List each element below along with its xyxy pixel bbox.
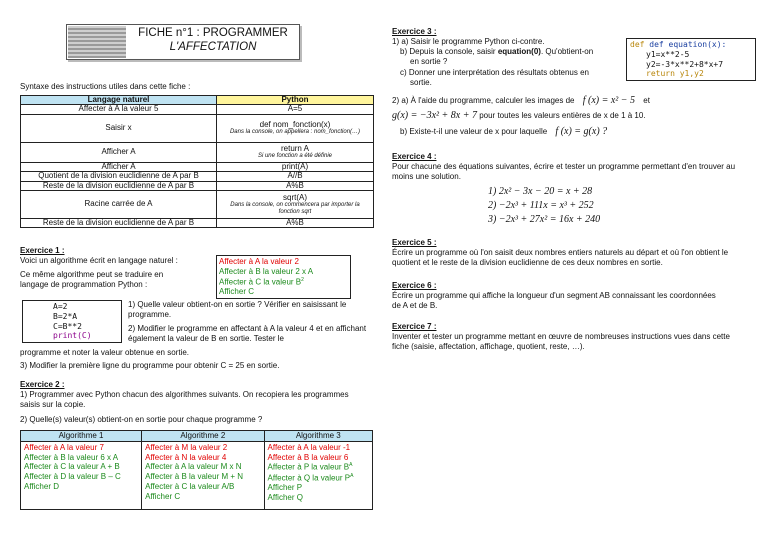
syntax-note: Dans la console, on appellera : nom_fonction(…) bbox=[229, 129, 361, 136]
ex4-equation: 1) 2x² − 3x − 20 = x + 28 bbox=[488, 186, 593, 197]
ex3-code-line: return y1,y2 bbox=[646, 69, 704, 79]
title-box bbox=[66, 24, 300, 60]
ex2-title: Exercice 2 : bbox=[20, 380, 65, 389]
ex3-q2: 2) a) À l'aide du programme, calculer les images de f (x) = x² − 5 et bbox=[392, 95, 650, 106]
ex6-title: Exercice 6 : bbox=[392, 281, 437, 290]
ex4-equation: 2) −2x³ + 111x = x³ + 252 bbox=[488, 200, 594, 211]
syntax-cell: A=5 bbox=[217, 105, 374, 114]
syntax-cell: Reste de la division euclidienne de A par B bbox=[21, 181, 217, 190]
ex4-equation: 3) −2x³ + 27x² = 16x + 240 bbox=[488, 214, 601, 225]
ex2-header: Algorithme 1 bbox=[21, 431, 142, 442]
syntax-cell: A%B bbox=[217, 218, 374, 227]
ex3-code-line: def def equation(x): bbox=[630, 40, 727, 49]
ex2-q2: 2) Quelle(s) valeur(s) obtient-on en sortie pour chaque programme ? bbox=[20, 415, 263, 424]
ex1-algo-line: Afficher C bbox=[219, 286, 254, 296]
ex3-q2b: b) Existe-t-il une valeur de x pour laquelle f (x) = g(x) ? bbox=[400, 126, 608, 137]
ex2-q1: 1) Programmer avec Python chacun des algorithmes suivants. On recopiera les programmes saisis sur la copie. bbox=[20, 390, 349, 409]
syntax-cell: Afficher A bbox=[21, 142, 217, 162]
ex3-code-line: y1=x**2-5 bbox=[646, 49, 690, 59]
ex1-code-line: C=B**2 bbox=[53, 321, 82, 331]
ex3-a: 1) a) Saisir le programme Python ci-contre. bbox=[392, 37, 545, 46]
syntax-cell: Saisir x bbox=[21, 114, 217, 142]
syntax-cell: def nom_fonction(x) Dans la console, on appellera : nom_fonction(…) bbox=[217, 114, 374, 142]
syntax-cell: return A Si une fonction a été définie bbox=[217, 142, 374, 162]
ex3-title: Exercice 3 : bbox=[392, 27, 437, 36]
ex4-equations bbox=[488, 185, 688, 227]
ex1-code-line: A=2 bbox=[53, 302, 68, 311]
ex3-c-cont: sortie. bbox=[410, 78, 432, 87]
ex1-q1: 1) Quelle valeur obtient-on en sortie ? Vérifier en saisissant le programme. bbox=[128, 300, 347, 319]
syntax-cell: Affecter à A la valeur 5 bbox=[21, 105, 217, 114]
syntax-header-python: Python bbox=[217, 96, 374, 105]
syntax-cell: Quotient de la division euclidienne de A par B bbox=[21, 172, 217, 181]
syntax-cell: Racine carrée de A bbox=[21, 190, 217, 218]
syntax-table bbox=[20, 95, 374, 228]
ex6-text: Écrire un programme qui affiche la longueur d'un segment AB connaissant les coordonnées de A et de B. bbox=[392, 291, 716, 310]
ex3-code-box bbox=[626, 38, 756, 81]
ex1-q2b: programme et noter la valeur obtenue en sortie. bbox=[20, 348, 189, 357]
ex4-title: Exercice 4 : bbox=[392, 152, 437, 161]
syntax-intro: Syntaxe des instructions utiles dans cette fiche : bbox=[20, 82, 191, 91]
ex4-text: Pour chacune des équations suivantes, écrire et tester un programme permettant d'en trouver au moins une solution. bbox=[392, 162, 736, 181]
syntax-cell: A%B bbox=[217, 181, 374, 190]
ex5-text: Écrire un programme où l'on saisit deux nombres entiers naturels au départ et où l'on obtient le quotient et le reste de la division euclidienne de ces deux nombres en sortie. bbox=[392, 248, 729, 267]
syntax-cell: Afficher A bbox=[21, 162, 217, 171]
ex1-code-line: print(C) bbox=[53, 331, 92, 341]
ex2-algo2: Affecter à M la valeur 2 Affecter à N la valeur 4 Affecter à A la valeur M x N Affecter à B la valeur M + N Affecter à C la valeur A/B Afficher C bbox=[142, 441, 264, 509]
ex2-algo1: Affecter à A la valeur 7 Affecter à B la valeur 6 x A Affecter à C la valeur A + B Affecter à D la valeur B – C Afficher D bbox=[21, 441, 142, 509]
ex1-algo-line: Affecter à B la valeur 2 x A bbox=[219, 266, 314, 276]
ex1-q3: 3) Modifier la première ligne du programme pour obtenir C = 25 en sortie. bbox=[20, 361, 280, 370]
page-title: FICHE n°1 : PROGRAMMER L'AFFECTATION bbox=[138, 27, 288, 53]
syntax-cell: Reste de la division euclidienne de A par B bbox=[21, 218, 217, 227]
ex1-algo-line: Affecter à C la valeur $B^2$ bbox=[219, 276, 304, 287]
syntax-cell: print(A) bbox=[217, 162, 374, 171]
syntax-cell: sqrt(A) Dans la console, on commencera par importer la fonction sqrt bbox=[217, 190, 374, 218]
ex1-q2a: 2) Modifier le programme en affectant à A la valeur 4 et en affichant également la valeur de B en sortie. Tester le bbox=[128, 324, 367, 343]
syntax-note: Si une fonction a été définie bbox=[257, 153, 333, 160]
code-photo-image bbox=[68, 26, 126, 58]
ex2-algo-table bbox=[20, 430, 373, 510]
syntax-note: Dans la console, on commencera par importer la fonction sqrt bbox=[230, 202, 360, 215]
ex1-text1: Voici un algorithme écrit en langage naturel : bbox=[20, 256, 178, 265]
ex3-q2-g: g(x) = −3x² + 8x + 7 pour toutes les valeurs entières de x de 1 à 10. bbox=[392, 110, 646, 121]
ex3-c: c) Donner une interprétation des résultats obtenus en bbox=[400, 68, 590, 77]
ex1-code-box bbox=[22, 300, 122, 343]
ex3-code-line: y2=-3*x**2+8*x+7 bbox=[646, 59, 724, 69]
ex5-title: Exercice 5 : bbox=[392, 238, 437, 247]
ex1-algo-line: Affecter à A la valeur 2 bbox=[219, 257, 299, 266]
ex2-header: Algorithme 3 bbox=[264, 431, 372, 442]
ex2-algo3: Affecter à A la valeur -1 Affecter à B la valeur 6 Affecter à P la valeur $B^A$ Affecter à Q la valeur $P^A$ Afficher P Afficher Q bbox=[264, 441, 372, 509]
syntax-cell: A//B bbox=[217, 172, 374, 181]
ex7-text: Inventer et tester un programme mettant en œuvre de nombreuses instructions vues dans cette fiche (saisie, affectation, affichage, quotient, reste, …). bbox=[392, 332, 730, 351]
ex7-title: Exercice 7 : bbox=[392, 322, 437, 331]
ex1-title: Exercice 1 : bbox=[20, 246, 65, 255]
syntax-header-natural: Langage naturel bbox=[21, 96, 217, 105]
ex1-code-line: B=2*A bbox=[53, 311, 78, 321]
ex3-b: b) Depuis la console, saisir equation(0). Qu'obtient-on bbox=[400, 47, 594, 56]
ex3-b-cont: en sortie ? bbox=[410, 57, 448, 66]
ex1-text2: Ce même algorithme peut se traduire en langage de programmation Python : bbox=[20, 270, 164, 289]
ex2-header: Algorithme 2 bbox=[142, 431, 264, 442]
ex1-algo-box bbox=[216, 255, 351, 299]
